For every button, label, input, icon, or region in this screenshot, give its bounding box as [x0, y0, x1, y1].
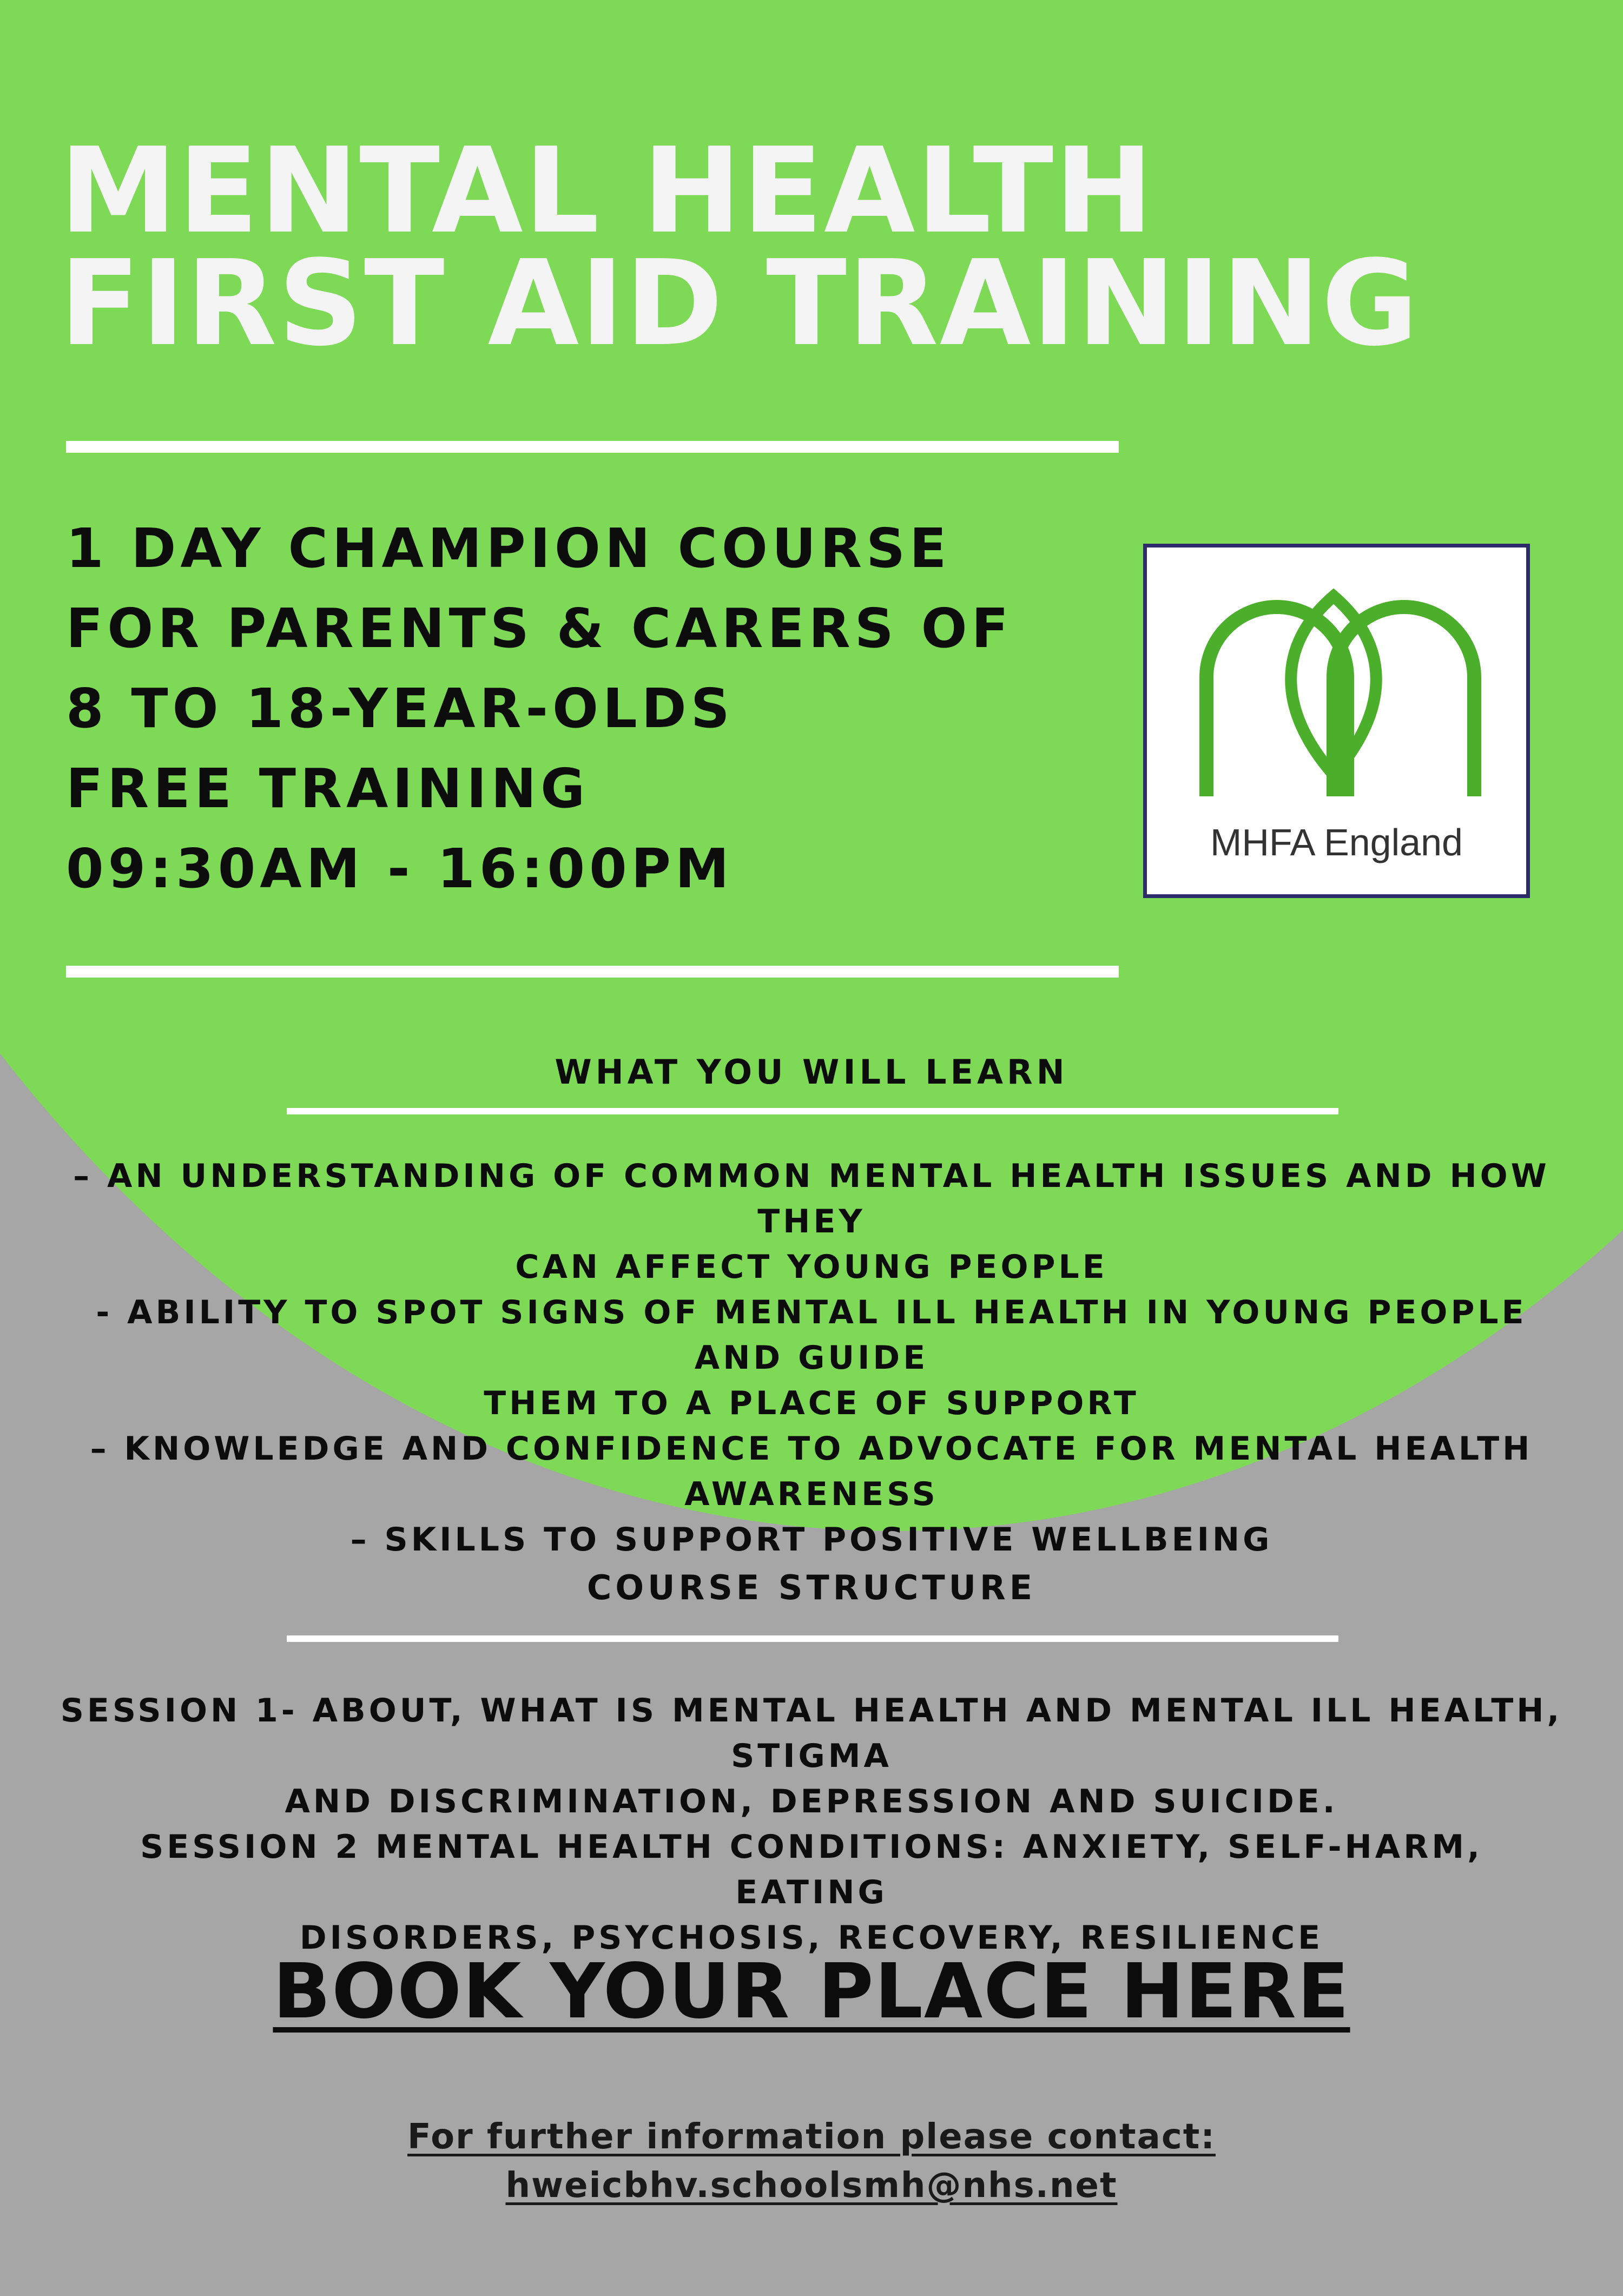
learn-line: CAN AFFECT YOUNG PEOPLE — [515, 1248, 1108, 1286]
structure-list — [60, 1688, 1563, 1961]
page-title — [60, 123, 1420, 372]
contact-email-link[interactable]: hweicbhv.schoolsmh@nhs.net — [505, 2166, 1118, 2206]
structure-heading-underline — [287, 1635, 1338, 1642]
detail-line: 8 TO 18-YEAR-OLDS — [66, 677, 734, 740]
learn-line: - ABILITY TO SPOT SIGNS OF MENTAL ILL HEALTH IN YOUNG PEOPLE AND GUIDE — [96, 1294, 1527, 1377]
detail-line: FREE TRAINING — [66, 757, 590, 820]
learn-line: AWARENESS — [684, 1475, 939, 1513]
structure-heading: COURSE STRUCTURE — [586, 1568, 1037, 1607]
learn-heading-underline — [287, 1108, 1338, 1114]
course-details — [66, 509, 1013, 909]
learn-list — [60, 1153, 1563, 1562]
learn-line: THEM TO A PLACE OF SUPPORT — [484, 1384, 1139, 1422]
learn-heading: WHAT YOU WILL LEARN — [555, 1052, 1068, 1092]
title-line-2: FIRST AID TRAINING — [60, 235, 1420, 372]
structure-line: AND DISCRIMINATION, DEPRESSION AND SUICIDE. — [285, 1783, 1338, 1820]
book-place-link[interactable]: BOOK YOUR PLACE HERE — [273, 1948, 1350, 2036]
divider-middle — [66, 966, 1119, 978]
book-place-section — [0, 1948, 1623, 2036]
structure-line: DISORDERS, PSYCHOSIS, RECOVERY, RESILIENCE — [299, 1919, 1324, 1957]
learn-line: – AN UNDERSTANDING OF COMMON MENTAL HEALTH ISSUES AND HOW THEY — [73, 1157, 1550, 1241]
contact-section — [0, 2113, 1623, 2210]
structure-line: SESSION 2 MENTAL HEALTH CONDITIONS: ANXIETY, SELF-HARM, EATING — [140, 1828, 1483, 1911]
logo-text: MHFA England — [1210, 821, 1463, 863]
learn-line: – SKILLS TO SUPPORT POSITIVE WELLBEING — [350, 1521, 1273, 1559]
detail-line: 09:30AM - 16:00PM — [66, 837, 734, 900]
learn-line: – KNOWLEDGE AND CONFIDENCE TO ADVOCATE FOR MENTAL HEALTH — [90, 1430, 1533, 1468]
contact-label: For further information please contact: — [407, 2117, 1216, 2157]
detail-line: FOR PARENTS & CARERS OF — [66, 597, 1013, 660]
mhfa-logo — [1143, 544, 1530, 898]
divider-top — [66, 441, 1119, 453]
structure-line: SESSION 1- ABOUT, WHAT IS MENTAL HEALTH AND MENTAL ILL HEALTH, STIGMA — [60, 1692, 1563, 1775]
mhfa-logo-icon — [1190, 569, 1490, 807]
detail-line: 1 DAY CHAMPION COURSE — [66, 517, 951, 580]
title-line-1: MENTAL HEALTH — [60, 123, 1154, 260]
